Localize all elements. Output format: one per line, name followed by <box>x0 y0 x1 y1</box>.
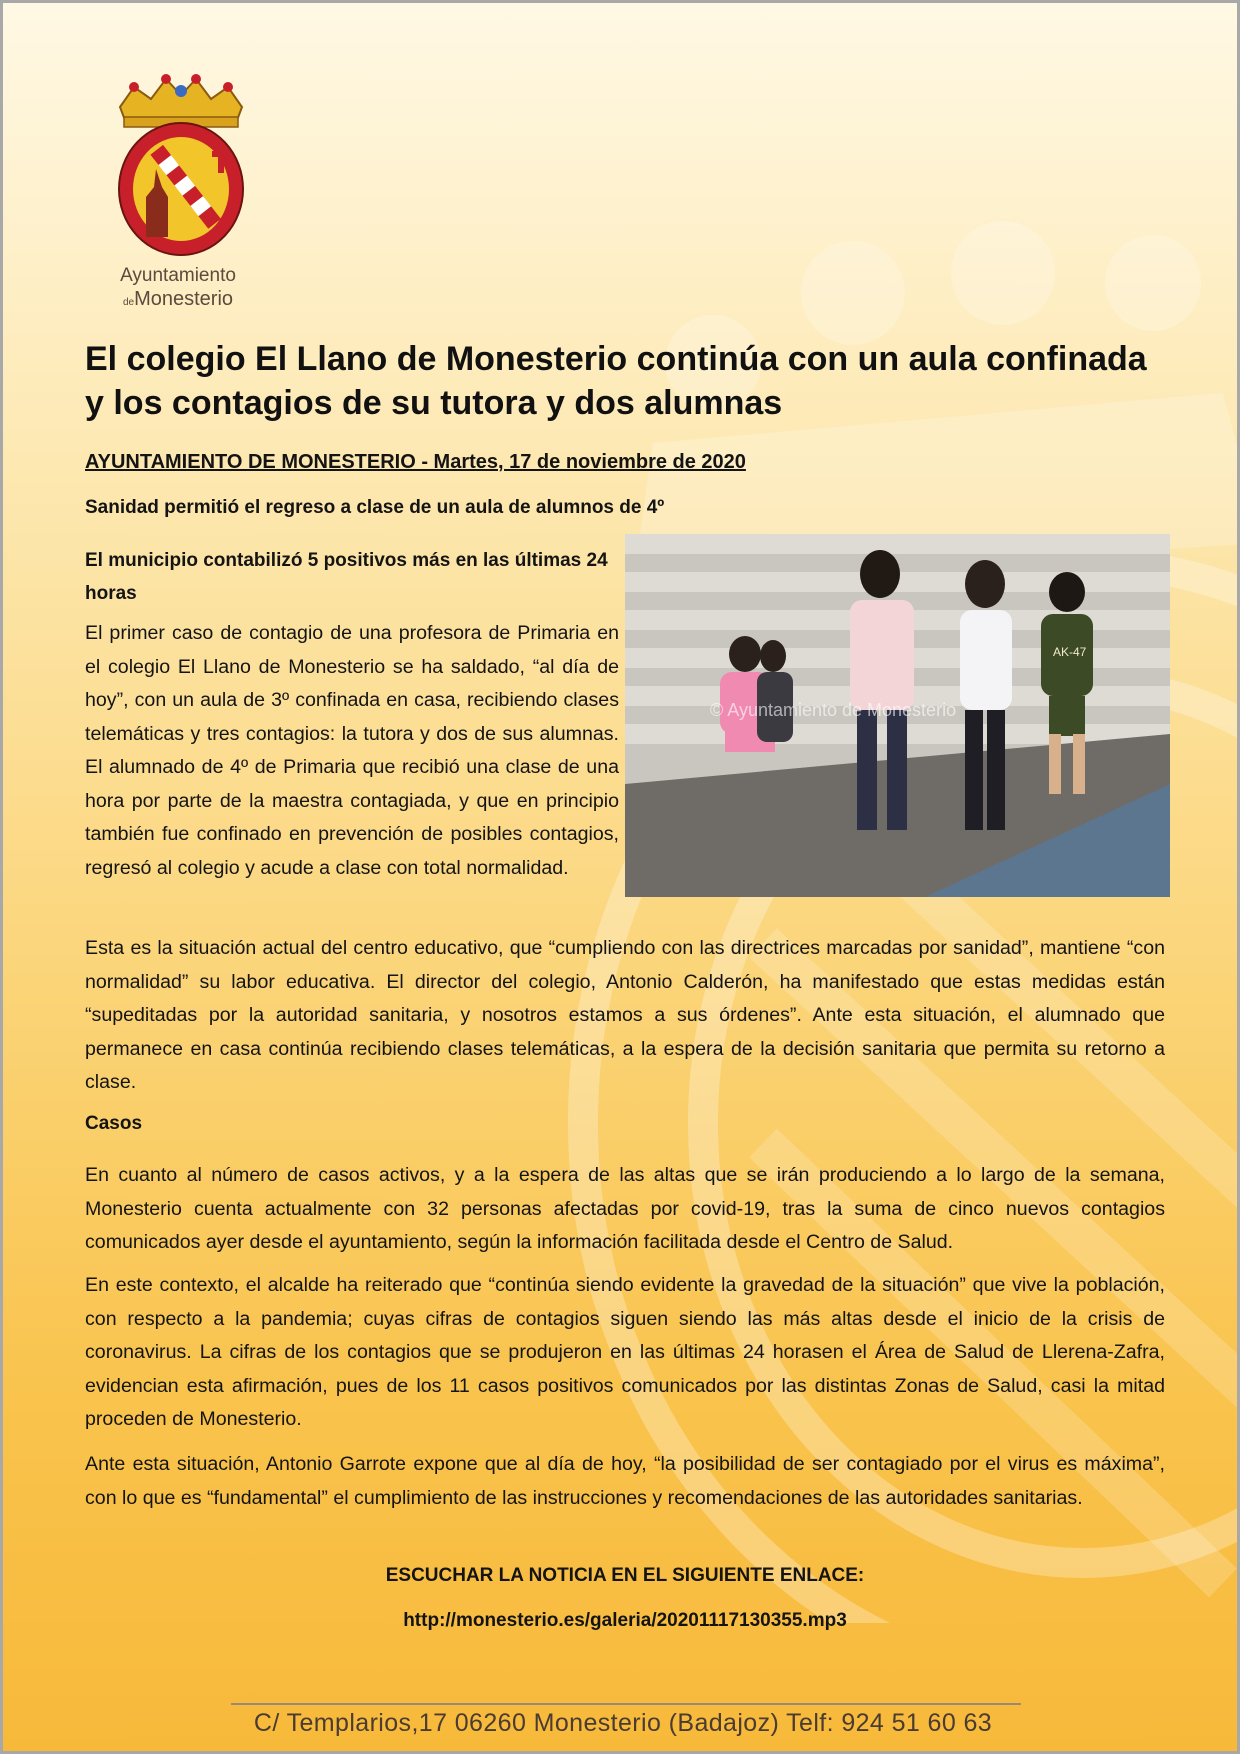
photo-watermark-text: © Ayuntamiento de Monesterio <box>710 700 957 720</box>
article-byline: AYUNTAMIENTO DE MONESTERIO - Martes, 17 de noviembre de 2020 <box>85 451 746 473</box>
article-photo <box>625 534 1170 897</box>
logo-caption-line-1: Ayuntamiento <box>120 265 236 286</box>
logo-caption <box>93 265 263 315</box>
logo-caption-line-2 <box>93 287 263 315</box>
footer-address: C/ Templarios,17 06260 Monesterio (Badajoz) Telf: 924 51 60 63 <box>253 1709 993 1737</box>
logo-caption-town: Monesterio <box>134 288 234 310</box>
article-paragraph-3: En cuanto al número de casos activos, y a la espera de las altas que se irán produciendo a lo largo de la semana, Monesterio cuenta actualmente con 32 personas afectadas por covid-19, tras la suma de cinco nuevos contagios comunicados ayer desde el ayuntamiento, según la información facilitada desde el Centro de Salud. <box>85 1164 1165 1253</box>
audio-news-link[interactable]: http://monesterio.es/galeria/20201117130355.mp3 <box>403 1610 847 1631</box>
section-heading-casos: Casos <box>85 1113 143 1134</box>
article-subheading-1: Sanidad permitió el regreso a clase de un aula de alumnos de 4º <box>85 497 665 518</box>
article-paragraph-2: Esta es la situación actual del centro educativo, que “cumpliendo con las directrices marcadas por sanidad”, mantiene “con normalidad” su labor educativa. El director del colegio, Antonio Calderón, ha manifestado que estas medidas están “supeditadas por la autoridad sanitaria, y nosotros estamos a sus órdenes”. Ante esta situación, el alumnado que permanece en casa continúa recibiendo clases telemáticas, a la espera de la decisión sanitaria que permita su retorno a clase. <box>85 937 1165 1093</box>
photo-shirt-text: AK-47 <box>1053 645 1087 659</box>
logo-caption-prefix: de <box>122 297 135 308</box>
municipal-coat-of-arms-logo <box>106 69 256 259</box>
listen-news-label: ESCUCHAR LA NOTICIA EN EL SIGUIENTE ENLACE: <box>385 1565 865 1586</box>
article-paragraph-4: En este contexto, el alcalde ha reiterado que “continúa siendo evidente la gravedad de la situación” que vive la población, con respecto a la pandemia; cuyas cifras de contagios siguen siendo las más altas desde el inicio de la crisis de coronavirus. La cifras de los contagios que se produjeron en las últimas 24 horasen el Área de Salud de Llerena-Zafra, evidencian esta afirmación, pues de los 11 casos positivos comunicados por las distintas Zonas de Salud, casi la mitad proceden de Monesterio. <box>85 1274 1165 1430</box>
article-subheading-2: El municipio contabilizó 5 positivos más en las últimas 24 horas <box>85 550 608 604</box>
article-paragraph-5: Ante esta situación, Antonio Garrote expone que al día de hoy, “la posibilidad de ser contagiado por el virus es máxima”, con lo que es “fundamental” el cumplimiento de las instrucciones y recomendaciones de las autoridades sanitarias. <box>85 1453 1165 1509</box>
footer-divider <box>231 1703 1021 1705</box>
article-headline: El colegio El Llano de Monesterio continúa con un aula confinada y los contagios de su tutora y dos alumnas <box>85 340 1147 422</box>
article-paragraph-1: El primer caso de contagio de una profesora de Primaria en el colegio El Llano de Monesterio se ha saldado, “al día de hoy”, con un aula de 3º confinada en casa, recibiendo clases telemáticas y tres contagios: la tutora y dos de sus alumnas. El alumnado de 4º de Primaria que recibió una clase de una hora por parte de la maestra contagiada, y que en principio también fue confinado en prevención de posibles contagios, regresó al colegio y acude a clase con total normalidad. <box>85 622 619 879</box>
